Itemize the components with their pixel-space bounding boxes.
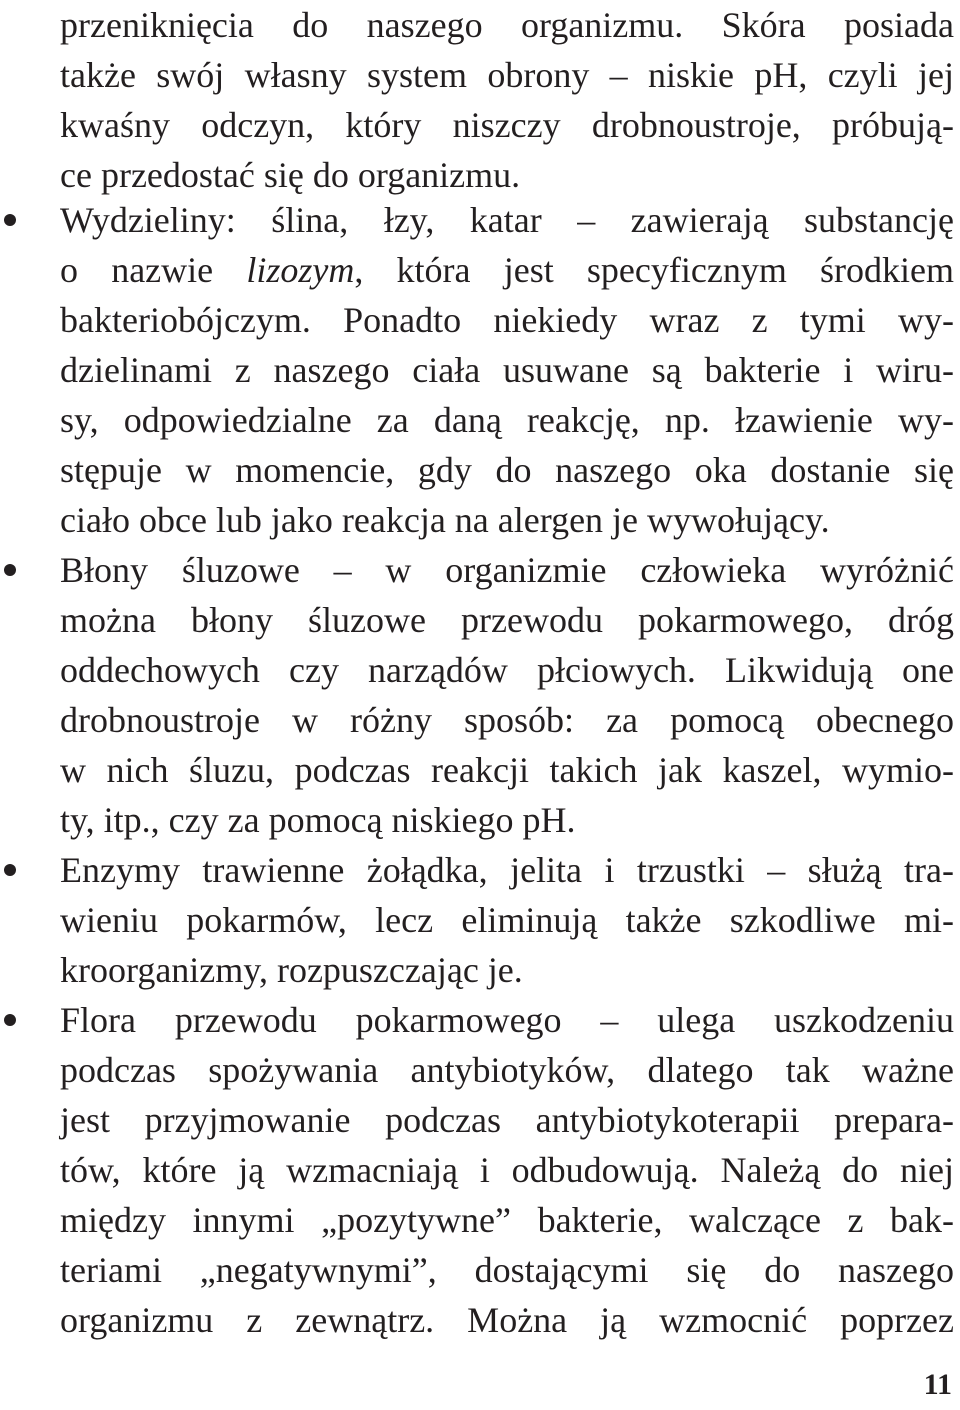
text-line: także swój własny system obrony – niskie pH, czyli jej [60, 55, 954, 95]
text-line: ce przedostać się do organizmu. [60, 155, 521, 195]
text-fragment: o nazwie [60, 250, 247, 290]
bullet-dot-icon [4, 564, 16, 576]
bullet-dot-icon [4, 1014, 16, 1026]
text-line: tów, które ją wzmacniają i odbudowują. Należą do niej [60, 1150, 954, 1190]
text-line: przeniknięcia do naszego organizmu. Skóra posiada [60, 5, 954, 45]
text-line: Flora przewodu pokarmowego – ulega uszkodzeniu [60, 1000, 954, 1040]
text-line: w nich śluzu, podczas reakcji takich jak kaszel, wymio- [60, 750, 954, 790]
text-line: ty, itp., czy za pomocą niskiego pH. [60, 800, 576, 840]
bullet-dot-icon [4, 864, 16, 876]
text-line: Enzymy trawienne żołądka, jelita i trzustki – służą tra- [60, 850, 954, 890]
text-line: oddechowych czy narządów płciowych. Likwidują one [60, 650, 954, 690]
text-line: dzielinami z naszego ciała usuwane są bakterie i wiru- [60, 350, 954, 390]
text-line: wieniu pokarmów, lecz eliminują także szkodliwe mi- [60, 900, 954, 940]
text-line-with-italic [60, 245, 954, 295]
text-line: kroorganizmy, rozpuszczając je. [60, 950, 523, 990]
page-number: 11 [923, 1368, 952, 1401]
text-line: kwaśny odczyn, który niszczy drobnoustroje, próbują- [60, 105, 954, 145]
text-line: między innymi „pozytywne” bakterie, walczące z bak- [60, 1200, 954, 1240]
text-line: można błony śluzowe przewodu pokarmowego, dróg [60, 600, 954, 640]
text-line: Wydzieliny: ślina, łzy, katar – zawierają substancję [60, 200, 954, 240]
text-line: Błony śluzowe – w organizmie człowieka wyróżnić [60, 550, 954, 590]
text-line: ciało obce lub jako reakcja na alergen je wywołujący. [60, 500, 830, 540]
text-line: drobnoustroje w różny sposób: za pomocą obecnego [60, 700, 954, 740]
text-line: jest przyjmowanie podczas antybiotykoterapii prepara- [60, 1100, 954, 1140]
text-line: teriami „negatywnymi”, dostającymi się do naszego [60, 1250, 954, 1290]
text-line: stępuje w momencie, gdy do naszego oka dostanie się [60, 450, 954, 490]
text-line: organizmu z zewnątrz. Można ją wzmocnić poprzez [60, 1300, 954, 1340]
text-line: bakteriobójczym. Ponadto niekiedy wraz z tymi wy- [60, 300, 954, 340]
text-line: podczas spożywania antybiotyków, dlatego tak ważne [60, 1050, 954, 1090]
text-fragment: , która jest specyficznym środkiem [354, 250, 955, 290]
italic-term: lizozym [246, 250, 355, 290]
text-line: sy, odpowiedzialne za daną reakcję, np. łzawienie wy- [60, 400, 954, 440]
bullet-dot-icon [4, 214, 16, 226]
